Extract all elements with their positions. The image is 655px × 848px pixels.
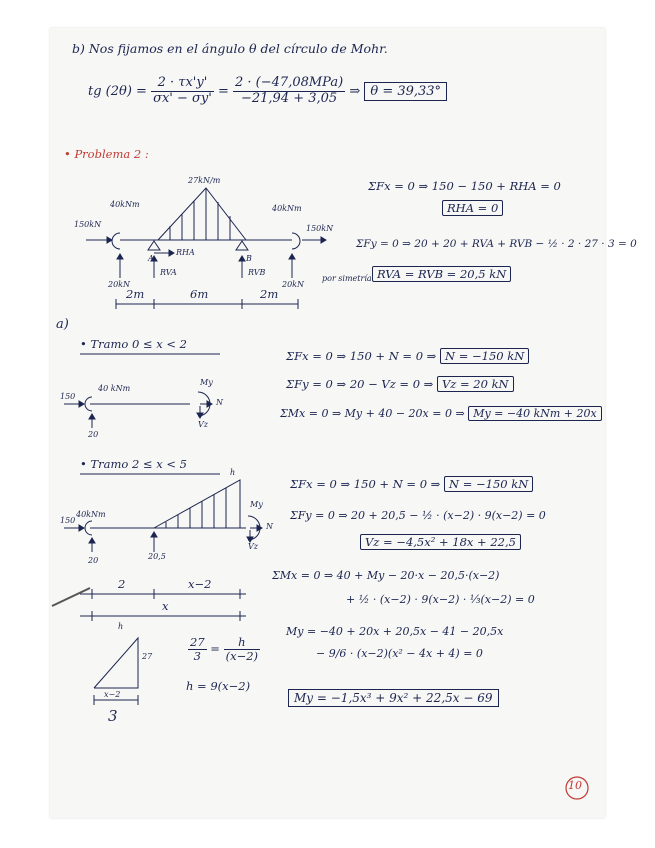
tramo1-my: My	[200, 378, 213, 387]
rha-label: RHA	[176, 248, 195, 257]
tramo2-eq-m2: + ½ · (x−2) · 9(x−2) · ⅓(x−2) = 0	[346, 593, 535, 606]
problem2-eq-fx: ΣFx = 0 ⇒ 150 − 150 + RHA = 0	[368, 179, 561, 193]
tramo2-dx: x	[162, 599, 169, 613]
tramo2-eq-m4: − 9/6 · (x−2)(x² − 4x + 4) = 0	[316, 647, 483, 660]
tramo2-res-n: N = −150 kN	[444, 476, 533, 492]
point-b-label: B	[246, 254, 252, 263]
tramo2-eq-m3: My = −40 + 20x + 20,5x − 41 − 20,5x	[286, 625, 504, 638]
dim-1: 2m	[126, 287, 145, 301]
triangle-base-3: 3	[108, 707, 118, 725]
triangle-h: h	[118, 622, 124, 631]
tramo1-fbd	[64, 392, 212, 428]
ratio-num2: h	[224, 636, 260, 650]
tramo2-r1: 20	[88, 556, 99, 565]
theta-result: θ = 39,33°	[364, 82, 447, 101]
dim-2: 6m	[190, 287, 209, 301]
rha-result: RHA = 0	[442, 200, 503, 216]
frac2-num: 2 · (−47,08MPa)	[235, 75, 344, 90]
section-b-heading: b) Nos fijamos en el ángulo θ del círculo de Mohr.	[72, 41, 388, 56]
tramo1-eq-m	[280, 408, 602, 421]
frac1-num: 2 · τx'y'	[151, 76, 214, 92]
tramo2-force: 150	[60, 516, 76, 525]
tg-equation	[88, 76, 447, 107]
tramo2-d1: 2	[118, 577, 126, 591]
tramo2-r2: 20,5	[148, 552, 166, 561]
tg-label: tg (2θ) =	[88, 83, 147, 99]
tramo2-res-my: My = −1,5x³ + 9x² + 22,5x − 69	[288, 689, 499, 707]
triangle-27: 27	[142, 652, 153, 661]
tramo1-reaction: 20	[88, 430, 99, 439]
ratio-eq: =	[210, 641, 220, 656]
tramo1-eq-fx	[286, 350, 529, 363]
tramo1-eq-fx-text: ΣFx = 0 ⇒ 150 + N = 0 ⇒	[286, 349, 437, 363]
ratio-den1: 3	[193, 649, 201, 664]
tramo2-eq-fx-text: ΣFx = 0 ⇒ 150 + N = 0 ⇒	[290, 477, 441, 491]
frac1-den: σx' − σy'	[153, 90, 212, 106]
tramo2-d2: x−2	[188, 577, 212, 591]
implies-arrow: ⇒	[349, 83, 361, 99]
point-a-label: A	[148, 254, 154, 263]
tramo2-vz: Vz	[248, 542, 258, 551]
load-right-label: 20kN	[282, 280, 305, 289]
tramo1-res-my: My = −40 kNm + 20x	[468, 406, 602, 421]
problem-2-title: • Problema 2 :	[64, 147, 149, 161]
tramo1-moment: 40 kNm	[98, 384, 131, 393]
rvb-label: RVB	[248, 268, 266, 277]
notebook-page	[50, 28, 637, 818]
tramo1-eq-fy	[286, 378, 514, 391]
rv-result: RVA = RVB = 20,5 kN	[372, 266, 511, 282]
tramo1-vz: Vz	[198, 420, 208, 429]
tramo1-n: N	[216, 398, 223, 407]
ratio-num1: 27	[190, 635, 205, 649]
page-number: 10	[568, 779, 582, 792]
tramo2-h: h	[230, 468, 236, 477]
tramo1-res-vz: Vz = 20 kN	[437, 376, 514, 392]
frac2-den: −21,94 + 3,05	[240, 90, 338, 106]
tramo1-force: 150	[60, 392, 76, 401]
tramo1-title: • Tramo 0 ≤ x < 2	[80, 337, 187, 351]
h-result: h = 9(x−2)	[186, 679, 251, 693]
tramo2-n: N	[266, 522, 273, 531]
moment-left-label: 40kNm	[110, 200, 140, 209]
dim-3: 2m	[260, 287, 279, 301]
dist-load-label: 27kN/m	[188, 176, 221, 185]
force-left-label: 150kN	[74, 220, 102, 229]
fraction-1	[151, 76, 214, 107]
force-right-label: 150kN	[306, 224, 334, 233]
tramo2-res-vz: Vz = −4,5x² + 18x + 22,5	[360, 534, 521, 550]
tramo2-title: • Tramo 2 ≤ x < 5	[80, 457, 187, 471]
tramo2-moment: 40kNm	[76, 510, 106, 519]
tramo2-eq-fy: ΣFy = 0 ⇒ 20 + 20,5 − ½ · (x−2) · 9(x−2) = 0	[290, 509, 546, 522]
part-a-label: a)	[56, 317, 69, 332]
moment-right-label: 40kNm	[272, 204, 302, 213]
tramo2-my: My	[250, 500, 263, 509]
triangle-base: x−2	[104, 690, 121, 699]
simetria-note: por simetría	[322, 274, 372, 283]
tramo1-eq-fy-text: ΣFy = 0 ⇒ 20 − Vz = 0 ⇒	[286, 377, 434, 391]
tramo1-res-n: N = −150 kN	[440, 348, 529, 364]
fraction-2	[233, 76, 345, 107]
rva-label: RVA	[160, 268, 177, 277]
tramo1-eq-m-text: ΣMx = 0 ⇒ My + 40 − 20x = 0 ⇒	[280, 407, 465, 420]
tramo2-eq-fx	[290, 478, 533, 491]
tramo2-eq-m1: ΣMx = 0 ⇒ 40 + My − 20·x − 20,5·(x−2)	[272, 569, 500, 582]
problem2-eq-fy: ΣFy = 0 ⇒ 20 + 20 + RVA + RVB − ½ · 2 · 27 · 3 = 0	[356, 238, 637, 250]
triangle-ratio	[188, 636, 260, 663]
load-left-label: 20kN	[108, 280, 131, 289]
equals: =	[217, 83, 229, 99]
ratio-den2: (x−2)	[225, 649, 259, 664]
tramo2-fbd	[52, 480, 262, 621]
